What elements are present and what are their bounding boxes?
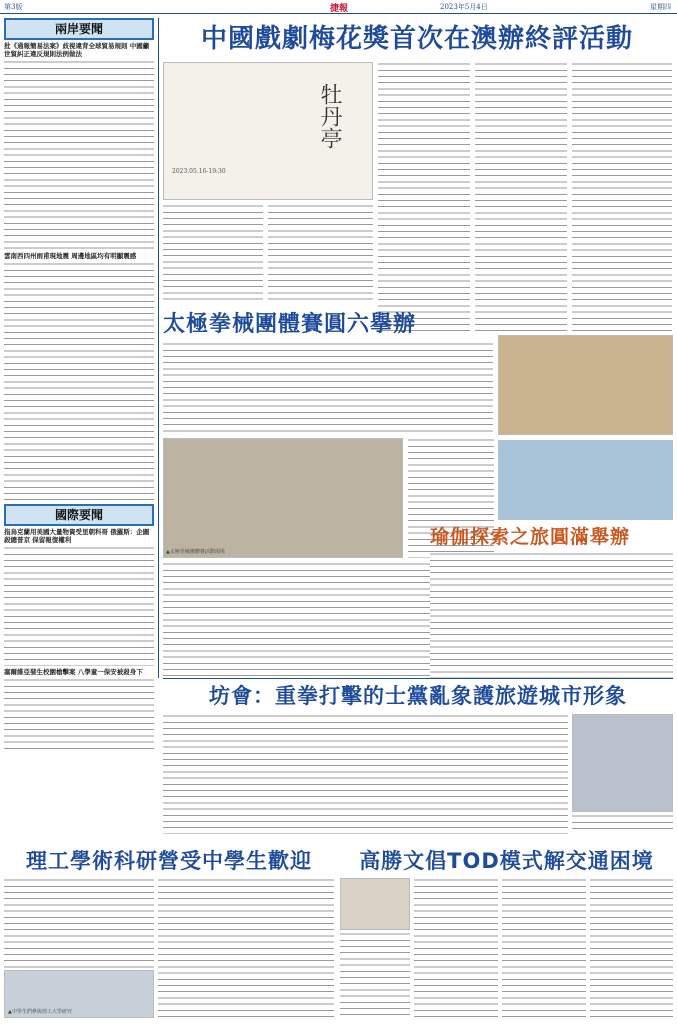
weekday: 星期四 <box>650 3 671 11</box>
judge-photo <box>572 714 673 812</box>
tod-body <box>340 932 410 1018</box>
tod-photo <box>340 878 410 930</box>
page-number: 第3版 <box>4 3 23 11</box>
tod-headline: 高勝文倡TOD模式解交通困境 <box>359 849 654 873</box>
taichi-photo-right <box>498 335 673 435</box>
poster-date: 2023.05.16-19:30 <box>172 168 226 175</box>
science-caption: ▲中學生們參與理工大學研究 <box>8 1009 72 1015</box>
page-header <box>0 0 677 14</box>
tod-body-4 <box>590 878 673 1018</box>
lead-body-col3 <box>572 62 672 332</box>
lead-body-col2 <box>475 62 567 332</box>
science-body <box>4 878 154 968</box>
section-header-cross-strait: 兩岸要聞 <box>4 18 154 40</box>
yoga-photo <box>498 440 673 520</box>
judge-body-2 <box>572 814 673 834</box>
article-title: 塞爾維亞發生校園槍擊案 八學童一保安被殺身下 <box>4 668 143 676</box>
masthead: 捷報 <box>330 4 349 14</box>
article-title: 指烏克蘭用美國大量物資受里朝科哥 俄羅斯：企圖殺總普京 保留報復權利 <box>4 528 150 544</box>
article-body <box>4 60 154 250</box>
article-body <box>4 546 154 666</box>
taichi-body <box>163 342 493 434</box>
poster-title: 牡丹亭 <box>317 83 342 149</box>
issue-date: 2023年5月4日 <box>440 3 488 11</box>
yoga-body <box>430 552 673 678</box>
column-divider <box>158 18 159 678</box>
taichi-caption: ▲太極拳械團體賽活動現場 <box>166 549 225 555</box>
lead-body-col4 <box>163 204 263 304</box>
science-headline: 理工學術科研營受中學生歡迎 <box>26 849 312 873</box>
judge-headline: 坊會：重拳打擊的士黨亂象護旅遊城市形象 <box>209 684 627 708</box>
article-body <box>4 678 154 754</box>
tod-body-2 <box>414 878 498 1018</box>
taichi-headline: 太極拳械團體賽圓六擧辦 <box>163 312 417 337</box>
article-body <box>4 262 154 500</box>
taichi-photo <box>163 438 403 558</box>
drama-poster <box>163 62 373 200</box>
article-title: 批《通報簡易法案》歧視違背全球貿易規則 中國籲世貿糾正違反規則法例做法 <box>4 42 150 58</box>
section-header-international: 國際要聞 <box>4 504 154 526</box>
lead-body-col1 <box>378 62 470 332</box>
science-body-2 <box>158 878 334 1018</box>
lead-headline: 中國戲劇梅花獎首次在澳辦終評活動 <box>200 24 633 54</box>
lead-body-col5 <box>268 204 373 304</box>
tod-body-3 <box>502 878 586 1018</box>
yoga-headline: 瑜伽探索之旅圓滿舉辦 <box>430 526 631 548</box>
article-title: 雲南西四州雨甫現地震 周邊地區均有明顯震感 <box>4 252 137 260</box>
judge-body <box>163 714 568 834</box>
section-divider <box>163 678 673 679</box>
